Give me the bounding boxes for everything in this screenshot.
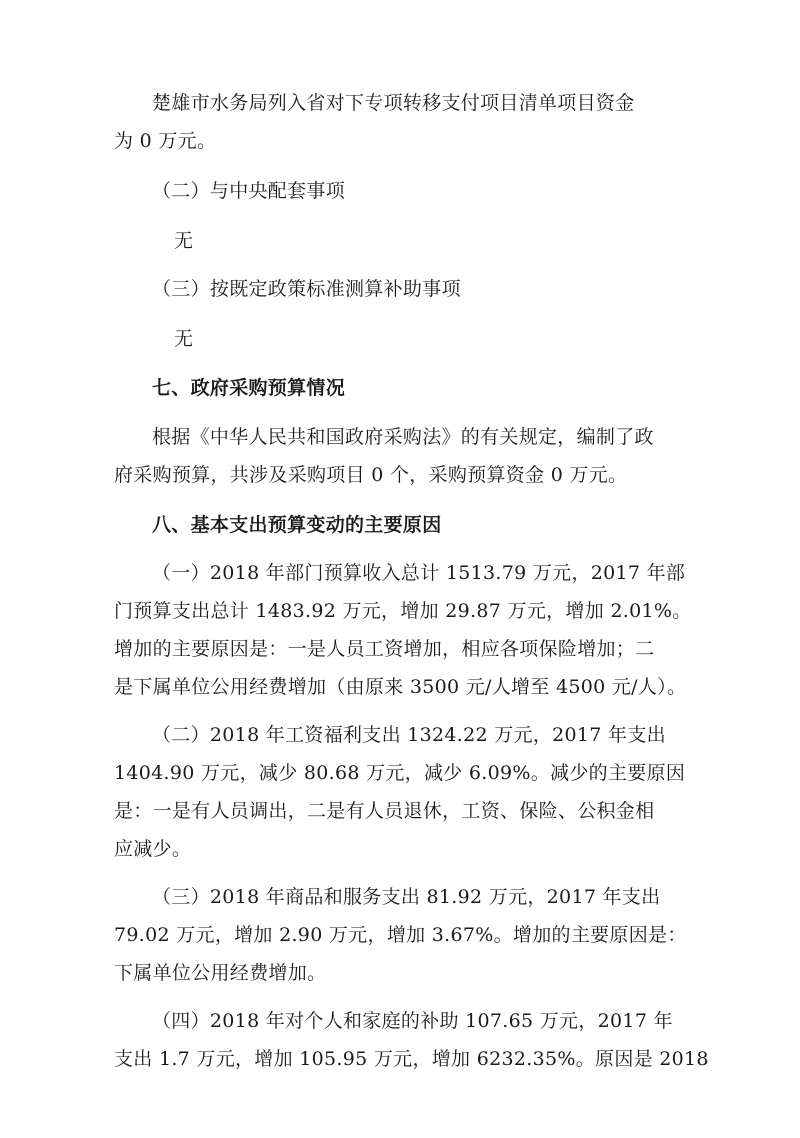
paragraph-line: 是：一是有人员调出，二是有人员退休，工资、保险、公积金相 [114,800,655,822]
paragraph-line: （三）2018 年商品和服务支出 81.92 万元，2017 年支出 [152,886,661,908]
paragraph-line: 根据《中华人民共和国政府采购法》的有关规定，编制了政 [152,426,654,448]
paragraph-line: 79.02 万元，增加 2.90 万元，增加 3.67%。增加的主要原因是： [114,924,687,946]
paragraph-line: 应减少。 [114,838,192,860]
subsection-title: （二）与中央配套事项 [152,180,346,202]
paragraph-line: 门预算支出总计 1483.92 万元，增加 29.87 万元，增加 2.01%。 [114,600,692,622]
subsection-title: （三）按既定政策标准测算补助事项 [152,278,461,300]
paragraph-line: 无 [174,328,194,350]
section-heading: 七、政府采购预算情况 [152,377,346,399]
paragraph-line: （二）2018 年工资福利支出 1324.22 万元，2017 年支出 [152,724,666,746]
paragraph-line: 1404.90 万元，减少 80.68 万元，减少 6.09%。减少的主要原因 [114,762,686,784]
paragraph-line: 楚雄市水务局列入省对下专项转移支付项目清单项目资金 [152,92,635,114]
paragraph-line: 为 0 万元。 [114,130,217,152]
paragraph-line: 是下属单位公用经费增加（由原来 3500 元/人增至 4500 元/人）。 [114,676,687,698]
paragraph-line: 府采购预算，共涉及采购项目 0 个，采购预算资金 0 万元。 [114,464,628,486]
paragraph-line: （四）2018 年对个人和家庭的补助 107.65 万元，2017 年 [152,1010,673,1032]
section-heading: 八、基本支出预算变动的主要原因 [152,514,442,536]
paragraph-line: （一）2018 年部门预算收入总计 1513.79 万元，2017 年部 [152,562,686,584]
paragraph-line: 下属单位公用经费增加。 [114,962,327,984]
paragraph-line: 增加的主要原因是：一是人员工资增加，相应各项保险增加；二 [114,638,655,660]
paragraph-line: 无 [174,230,194,252]
paragraph-line: 支出 1.7 万元，增加 105.95 万元，增加 6232.35%。原因是 2018 [114,1048,709,1070]
